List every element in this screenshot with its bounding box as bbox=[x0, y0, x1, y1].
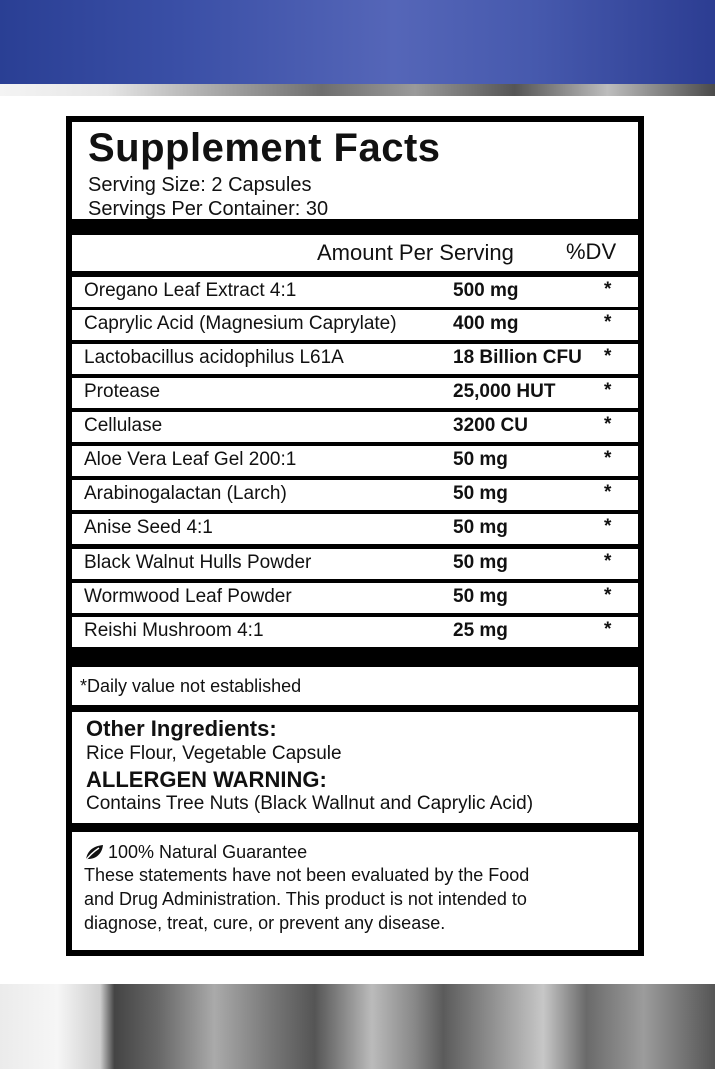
other-ingredients-text: Rice Flour, Vegetable Capsule bbox=[86, 743, 342, 764]
panel-title: Supplement Facts bbox=[88, 126, 441, 170]
disclaimer-section bbox=[72, 832, 638, 950]
ingredient-name: Lactobacillus acidophilus L61A bbox=[84, 347, 344, 368]
ingredient-dv: * bbox=[604, 516, 612, 537]
other-ingredients-section bbox=[72, 712, 638, 823]
ingredient-amount: 50 mg bbox=[453, 517, 508, 538]
serving-size: Serving Size: 2 Capsules bbox=[88, 174, 312, 196]
leaf-icon bbox=[84, 844, 104, 862]
ingredient-dv: * bbox=[604, 551, 612, 572]
ingredient-dv: * bbox=[604, 585, 612, 606]
ingredient-row bbox=[72, 310, 638, 340]
ingredient-name: Protease bbox=[84, 381, 161, 402]
ingredient-dv: * bbox=[604, 312, 612, 333]
ingredient-name: Cellulase bbox=[84, 415, 163, 436]
ingredient-row bbox=[72, 583, 638, 613]
ingredient-name: Wormwood Leaf Powder bbox=[84, 586, 292, 607]
ingredient-row bbox=[72, 378, 638, 408]
ingredient-row bbox=[72, 412, 638, 442]
daily-value-section bbox=[72, 667, 638, 705]
ingredient-name: Oregano Leaf Extract 4:1 bbox=[84, 280, 297, 301]
ingredient-row bbox=[72, 514, 638, 544]
servings-per-container: Servings Per Container: 30 bbox=[88, 198, 329, 220]
ingredient-amount: 50 mg bbox=[453, 552, 508, 573]
bottom-metallic-band bbox=[0, 984, 715, 1069]
daily-value-note: *Daily value not established bbox=[80, 676, 302, 696]
ingredient-name: Black Walnut Hulls Powder bbox=[84, 552, 312, 573]
ingredient-dv: * bbox=[604, 346, 612, 367]
ingredient-dv: * bbox=[604, 279, 612, 300]
top-blue-band bbox=[0, 0, 715, 84]
ingredient-dv: * bbox=[604, 414, 612, 435]
ingredient-dv: * bbox=[604, 619, 612, 640]
ingredient-amount: 25 mg bbox=[453, 620, 508, 641]
ingredient-amount: 50 mg bbox=[453, 449, 508, 470]
ingredient-amount: 18 Billion CFU bbox=[453, 347, 582, 368]
ingredient-amount: 500 mg bbox=[453, 280, 519, 301]
ingredient-row bbox=[72, 277, 638, 307]
ingredient-amount: 50 mg bbox=[453, 483, 508, 504]
ingredient-row bbox=[72, 344, 638, 374]
disclaimer-line: diagnose, treat, cure, or prevent any disease. bbox=[84, 913, 446, 933]
ingredient-dv: * bbox=[604, 482, 612, 503]
disclaimer-line: and Drug Administration. This product is not intended to bbox=[84, 889, 527, 909]
ingredient-amount: 3200 CU bbox=[453, 415, 528, 436]
ingredient-name: Arabinogalactan (Larch) bbox=[84, 483, 287, 504]
amount-header-row bbox=[72, 235, 638, 271]
guarantee-text: 100% Natural Guarantee bbox=[108, 842, 308, 862]
ingredient-row bbox=[72, 480, 638, 510]
ingredient-amount: 25,000 HUT bbox=[453, 381, 556, 402]
disclaimer-line: These statements have not been evaluated by the Food bbox=[84, 865, 530, 885]
ingredient-row bbox=[72, 617, 638, 647]
ingredient-amount: 50 mg bbox=[453, 586, 508, 607]
ingredient-row bbox=[72, 446, 638, 476]
amount-per-serving-label: Amount Per Serving bbox=[317, 240, 514, 265]
ingredient-dv: * bbox=[604, 448, 612, 469]
ingredient-row bbox=[72, 549, 638, 579]
other-ingredients-heading: Other Ingredients: bbox=[86, 716, 277, 741]
ingredient-name: Aloe Vera Leaf Gel 200:1 bbox=[84, 449, 297, 470]
allergen-text: Contains Tree Nuts (Black Wallnut and Caprylic Acid) bbox=[86, 793, 534, 814]
top-metallic-strip bbox=[0, 84, 715, 96]
ingredient-name: Caprylic Acid (Magnesium Caprylate) bbox=[84, 313, 397, 334]
ingredient-name: Reishi Mushroom 4:1 bbox=[84, 620, 264, 641]
header-section bbox=[72, 122, 638, 219]
ingredient-amount: 400 mg bbox=[453, 313, 519, 334]
ingredient-dv: * bbox=[604, 380, 612, 401]
supplement-facts-panel bbox=[66, 116, 644, 956]
dv-header: %DV bbox=[566, 239, 617, 264]
ingredient-name: Anise Seed 4:1 bbox=[84, 517, 213, 538]
allergen-heading: ALLERGEN WARNING: bbox=[86, 767, 327, 792]
